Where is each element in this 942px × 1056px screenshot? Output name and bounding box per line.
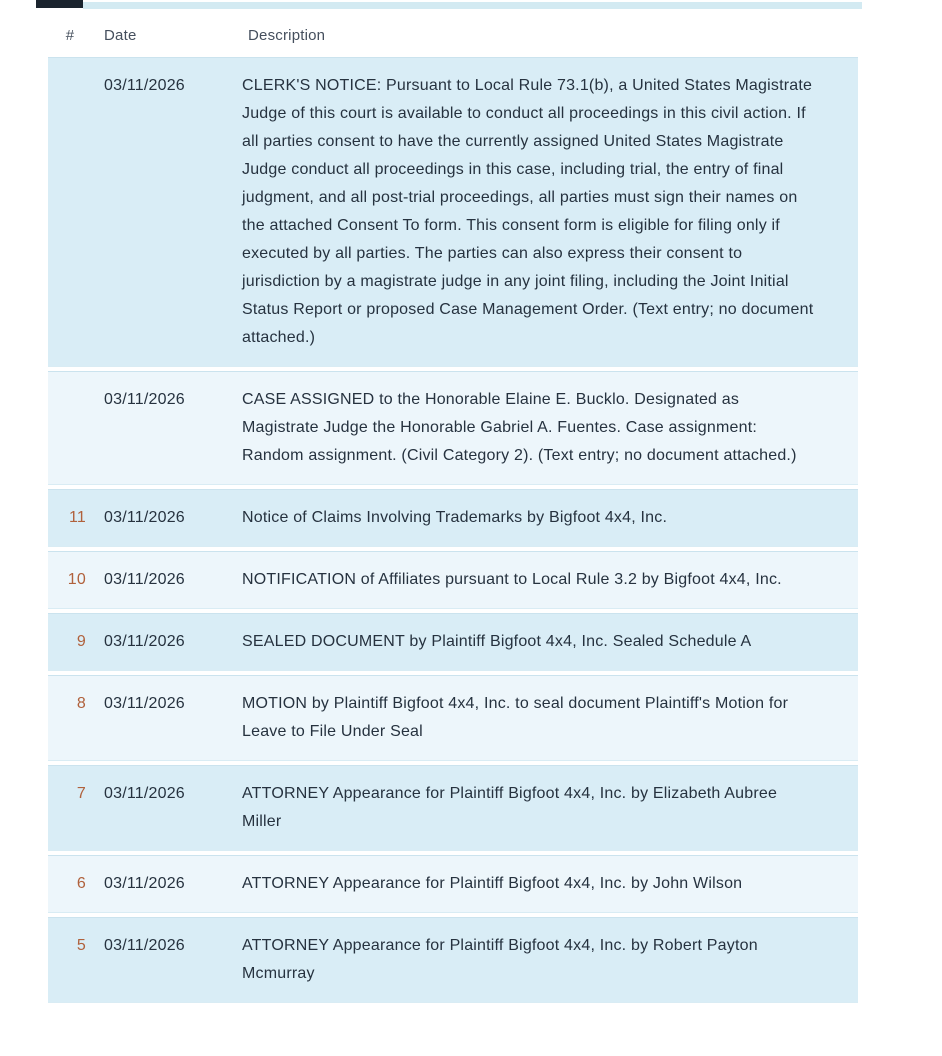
docket-row [48,57,858,367]
docket-entry-number-link[interactable]: 6 [48,855,92,913]
docket-entry-date: 03/11/2026 [92,551,234,609]
docket-entry-number-link[interactable]: 9 [48,613,92,671]
docket-entry-number-link[interactable]: 11 [48,489,92,547]
docket-row [48,855,858,913]
column-header-description: Description [234,12,858,53]
docket-entry-date: 03/11/2026 [92,613,234,671]
docket-entry-description: MOTION by Plaintiff Bigfoot 4x4, Inc. to seal document Plaintiff's Motion for Leave to File Under Seal [234,675,858,761]
docket-entry-description: SEALED DOCUMENT by Plaintiff Bigfoot 4x4, Inc. Sealed Schedule A [234,613,858,671]
column-header-date: Date [92,12,234,53]
docket-entry-description: ATTORNEY Appearance for Plaintiff Bigfoot 4x4, Inc. by Elizabeth Aubree Miller [234,765,858,851]
docket-table-header [48,12,858,53]
docket-entry-date: 03/11/2026 [92,57,234,367]
docket-entry-description: CASE ASSIGNED to the Honorable Elaine E. Bucklo. Designated as Magistrate Judge the Honorable Gabriel A. Fuentes. Case assignment: Random assignment. (Civil Category 2). (Text entry; no document attached.) [234,371,858,485]
docket-entry-date: 03/11/2026 [92,917,234,1003]
docket-row [48,371,858,485]
docket-entry-date: 03/11/2026 [92,675,234,761]
docket-entry-number-link[interactable]: 7 [48,765,92,851]
column-header-number: # [48,12,92,53]
docket-table [48,8,858,1007]
docket-entry-number-link[interactable]: 8 [48,675,92,761]
docket-entry-date: 03/11/2026 [92,765,234,851]
docket-row [48,765,858,851]
docket-entry-number-link[interactable]: 5 [48,917,92,1003]
docket-row [48,917,858,1003]
docket-table-body [48,57,858,1003]
docket-entry-description: ATTORNEY Appearance for Plaintiff Bigfoot 4x4, Inc. by Robert Payton Mcmurray [234,917,858,1003]
docket-row [48,675,858,761]
header-row [48,12,858,53]
docket-entry-date: 03/11/2026 [92,855,234,913]
docket-entry-description: ATTORNEY Appearance for Plaintiff Bigfoot 4x4, Inc. by John Wilson [234,855,858,913]
docket-entry-date: 03/11/2026 [92,371,234,485]
docket-row [48,613,858,671]
docket-entry-description: NOTIFICATION of Affiliates pursuant to Local Rule 3.2 by Bigfoot 4x4, Inc. [234,551,858,609]
docket-row [48,489,858,547]
docket-row [48,551,858,609]
top-rule-dark-segment [36,0,83,8]
docket-entry-number-link [48,57,92,367]
docket-entry-description: Notice of Claims Involving Trademarks by Bigfoot 4x4, Inc. [234,489,858,547]
docket-entry-date: 03/11/2026 [92,489,234,547]
docket-entry-description: CLERK'S NOTICE: Pursuant to Local Rule 73.1(b), a United States Magistrate Judge of this court is available to conduct all proceedings in this civil action. If all parties consent to have the currently assigned United States Magistrate Judge conduct all proceedings in this case, including trial, the entry of final judgment, and all post-trial proceedings, all parties must sign their names on the attached Consent To form. This consent form is eligible for filing only if executed by all parties. The parties can also express their consent to jurisdiction by a magistrate judge in any joint filing, including the Joint Initial Status Report or proposed Case Management Order. (Text entry; no document attached.) [234,57,858,367]
docket-entry-number-link[interactable]: 10 [48,551,92,609]
docket-entry-number-link [48,371,92,485]
